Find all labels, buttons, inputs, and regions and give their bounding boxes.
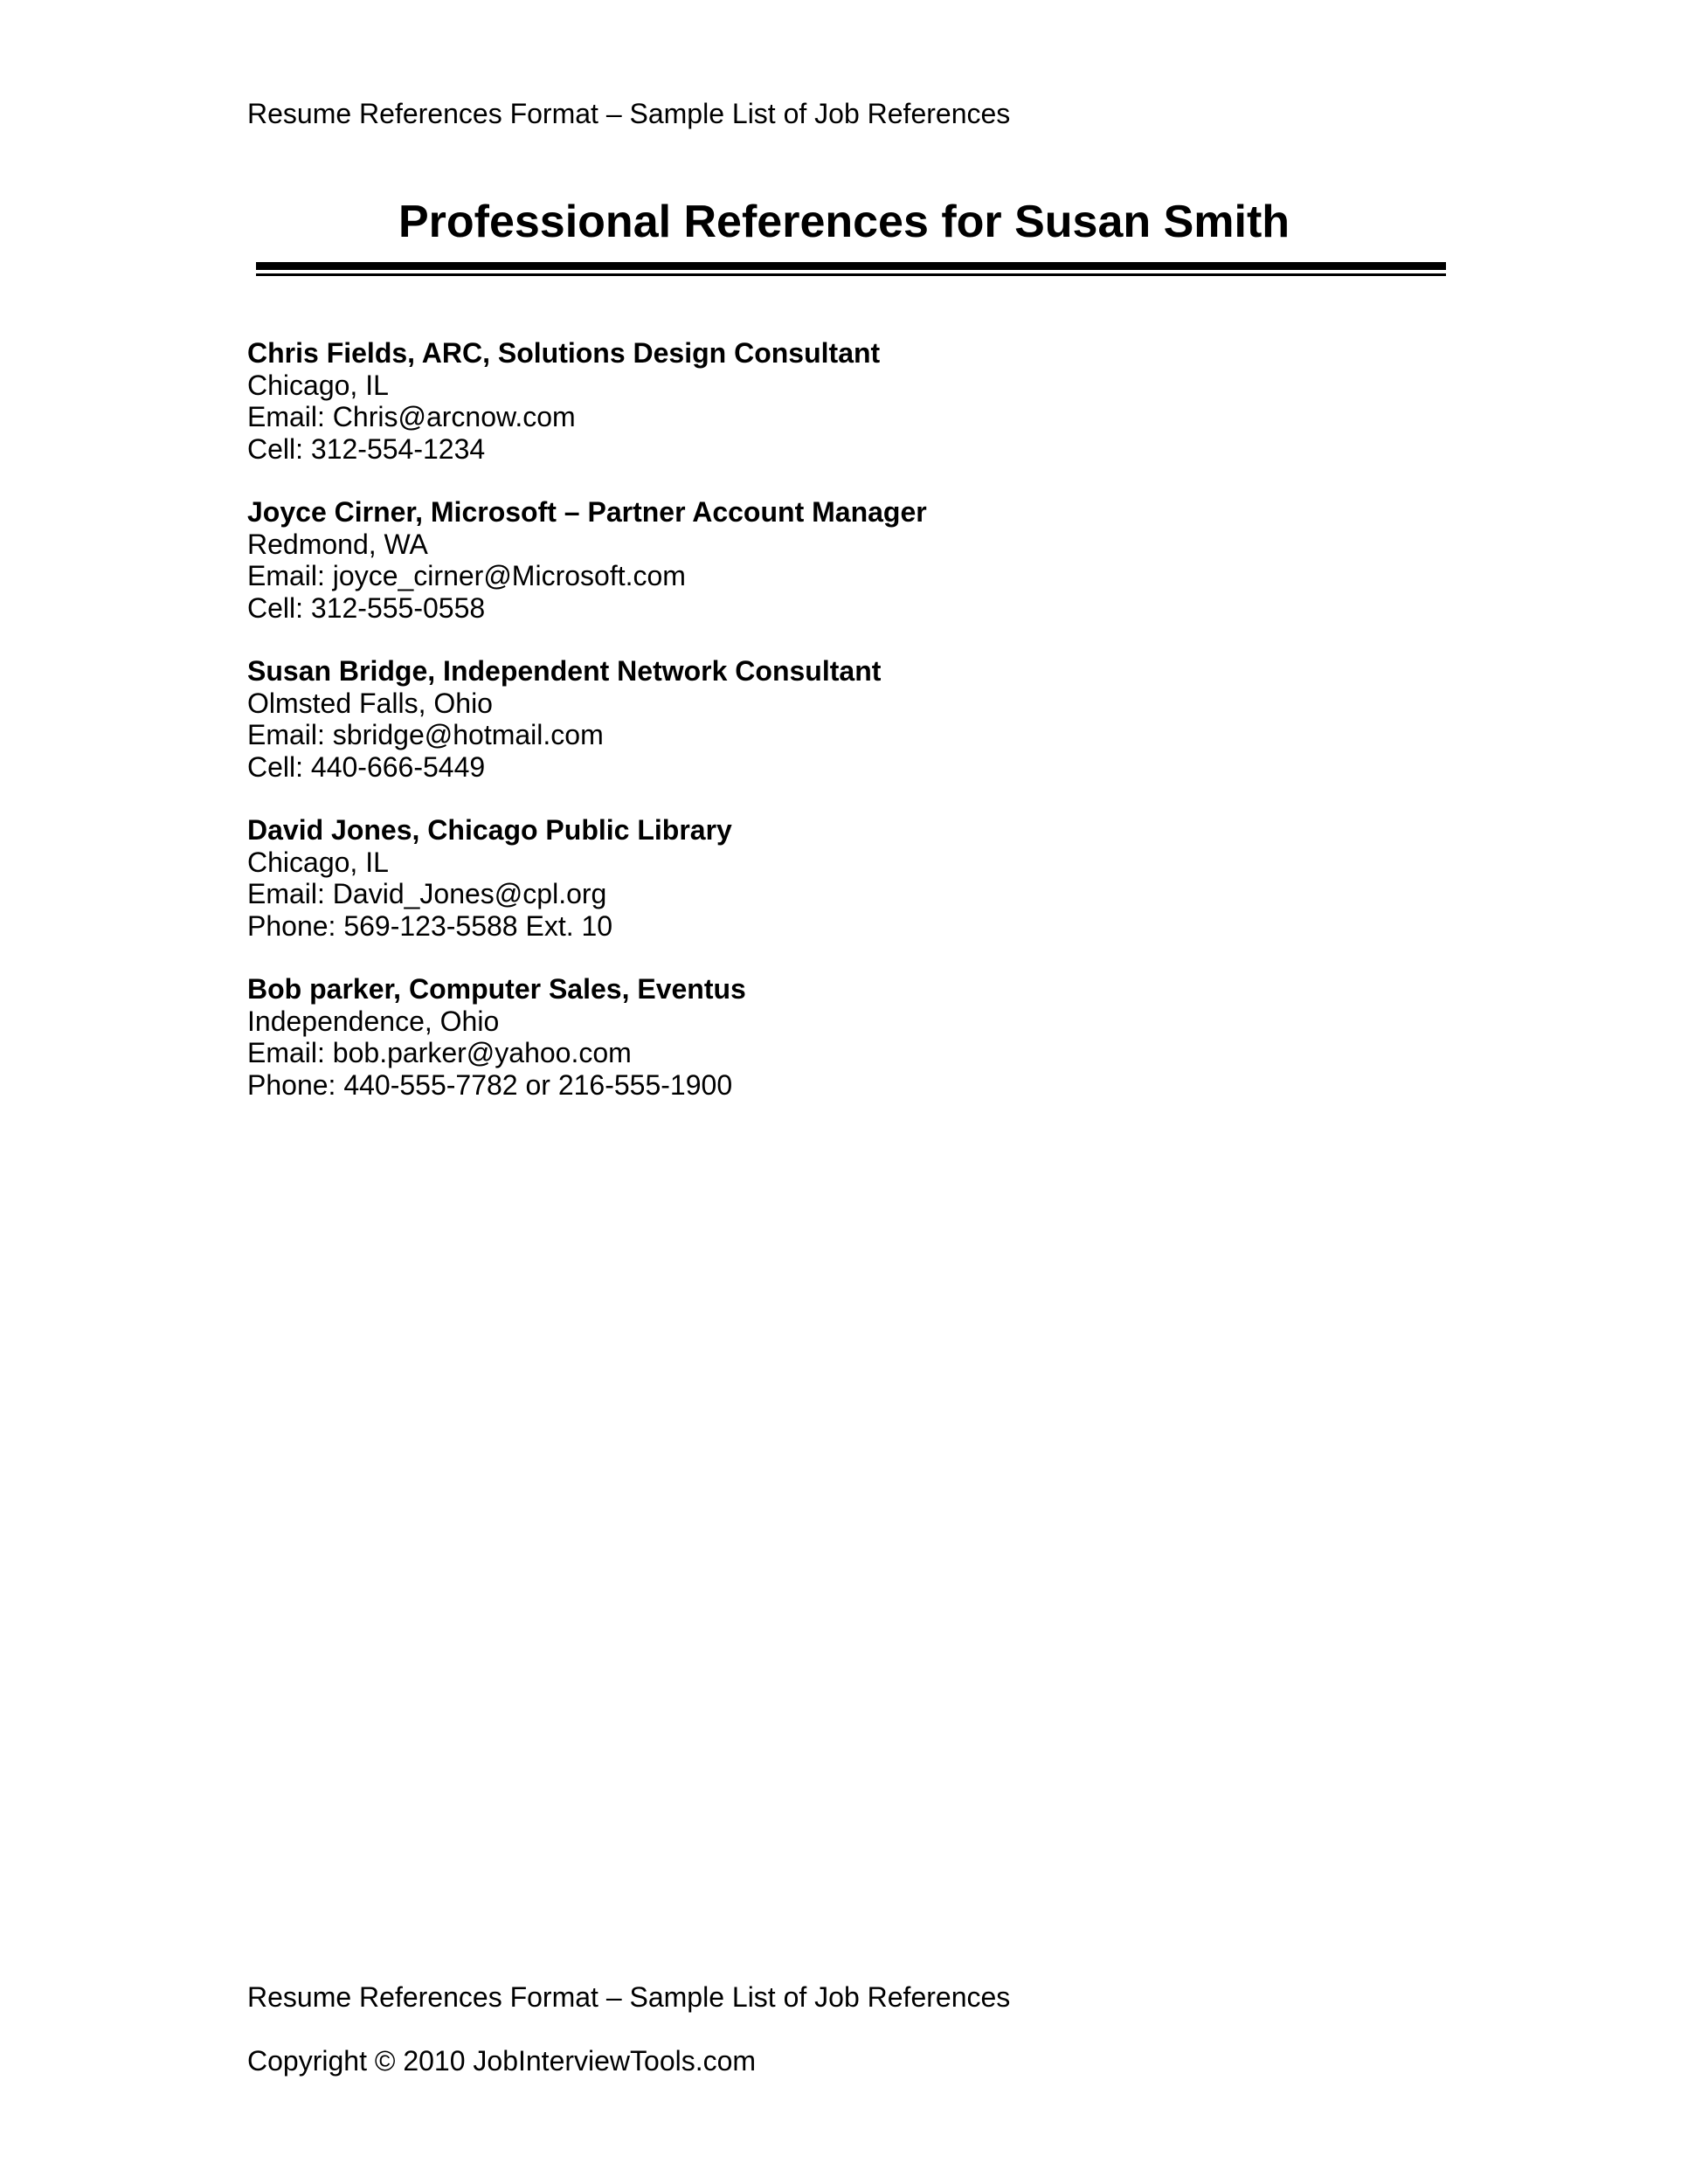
- reference-location: Chicago, IL: [247, 369, 389, 401]
- references-list: [247, 337, 1470, 1132]
- reference-phone: Cell: 312-555-0558: [247, 591, 486, 624]
- reference-location: Olmsted Falls, Ohio: [247, 687, 493, 719]
- divider-thick-line: [256, 262, 1446, 270]
- reference-email: Email: Chris@arcnow.com: [247, 401, 576, 432]
- divider-thin-line: [256, 273, 1446, 276]
- reference-phone: Phone: 569-123-5588 Ext. 10: [247, 909, 613, 942]
- reference-name: Bob parker, Computer Sales, Eventus: [247, 973, 746, 1005]
- reference-location: Chicago, IL: [247, 846, 389, 878]
- reference-phone: Cell: 312-554-1234: [247, 432, 486, 465]
- reference-entry: [247, 337, 1470, 465]
- reference-phone: Cell: 440-666-5449: [247, 750, 486, 783]
- title-divider: [256, 262, 1446, 276]
- reference-entry: [247, 655, 1470, 783]
- reference-email: Email: sbridge@hotmail.com: [247, 719, 604, 750]
- reference-entry: [247, 496, 1470, 624]
- reference-phone: Phone: 440-555-7782 or 216-555-1900: [247, 1068, 733, 1101]
- reference-entry: [247, 814, 1470, 942]
- reference-entry: [247, 973, 1470, 1101]
- footer-copyright: Copyright © 2010 JobInterviewTools.com: [247, 2045, 757, 2077]
- reference-email: Email: David_Jones@cpl.org: [247, 878, 607, 909]
- reference-email: Email: bob.parker@yahoo.com: [247, 1037, 632, 1068]
- reference-email: Email: joyce_cirner@Microsoft.com: [247, 560, 686, 591]
- reference-location: Independence, Ohio: [247, 1005, 500, 1037]
- reference-name: Joyce Cirner, Microsoft – Partner Account Manager: [247, 496, 927, 528]
- reference-name: Susan Bridge, Independent Network Consultant: [247, 655, 882, 687]
- reference-location: Redmond, WA: [247, 528, 428, 560]
- page-header: Resume References Format – Sample List of Job References: [247, 98, 1011, 129]
- footer-title: Resume References Format – Sample List of Job References: [247, 1981, 1011, 2013]
- page-title: Professional References for Susan Smith: [398, 197, 1290, 247]
- reference-name: Chris Fields, ARC, Solutions Design Consultant: [247, 337, 881, 369]
- reference-name: David Jones, Chicago Public Library: [247, 814, 732, 846]
